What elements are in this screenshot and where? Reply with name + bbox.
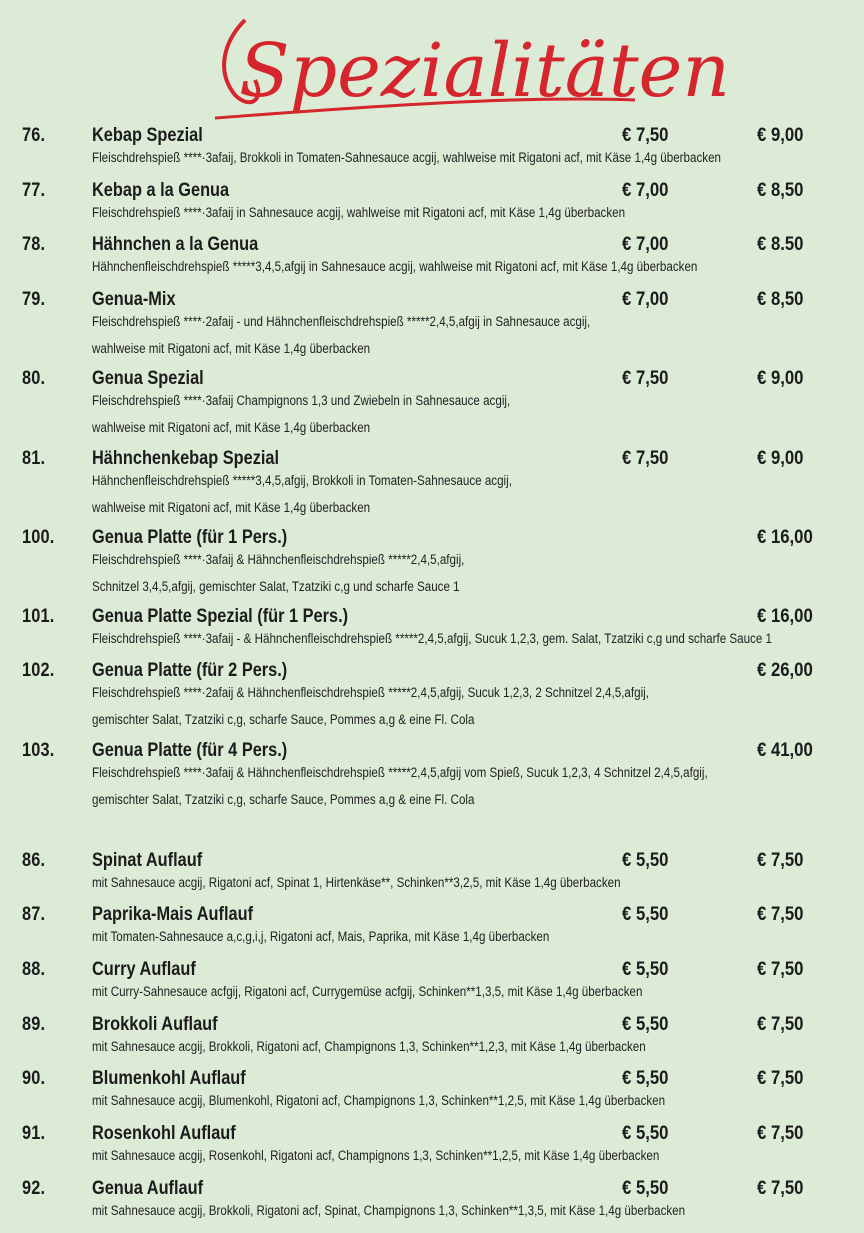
item-name: Spinat Auflauf xyxy=(92,850,203,871)
item-price-large: € 7,50 xyxy=(757,1014,804,1035)
item-price-large: € 7,50 xyxy=(757,1068,804,1089)
item-description: mit Sahnesauce acgij, Rigatoni acf, Spinat 1, Hirtenkäse**, Schinken**3,2,5, mit Käse 1,4g überbacken xyxy=(92,875,621,890)
item-description: Fleischdrehspieß ****·3afaij Champignons 1,3 und Zwiebeln in Sahnesauce acgij, xyxy=(92,393,511,408)
item-number: 102. xyxy=(22,660,55,681)
item-name: Genua Auflauf xyxy=(92,1178,204,1199)
item-price-large: € 41,00 xyxy=(757,740,813,761)
item-number: 103. xyxy=(22,740,55,761)
item-description: Fleischdrehspieß ****·2afaij - und Hähnchenfleischdrehspieß *****2,4,5,afgij in Sahnesauce acgij, xyxy=(92,314,591,329)
item-price-small: € 7,50 xyxy=(622,368,669,389)
item-number: 88. xyxy=(22,959,46,980)
item-number: 76. xyxy=(22,125,46,146)
item-number: 92. xyxy=(22,1178,46,1199)
item-number: 89. xyxy=(22,1014,46,1035)
item-price-large: € 7,50 xyxy=(757,959,804,980)
item-description: mit Sahnesauce acgij, Blumenkohl, Rigatoni acf, Champignons 1,3, Schinken**1,2,5, mit Käse 1,4g überbacken xyxy=(92,1093,666,1108)
item-price-small: € 5,50 xyxy=(622,1014,669,1035)
title-text: Spezialitäten xyxy=(239,28,731,114)
item-price-large: € 7,50 xyxy=(757,850,804,871)
item-description: Fleischdrehspieß ****·3afaij - & Hähnchenfleischdrehspieß *****2,4,5,afgij, Sucuk 1,2,3, gem. Salat, Tzatziki c,g und scharfe Sauce 1 xyxy=(92,631,772,646)
item-description: wahlweise mit Rigatoni acf, mit Käse 1,4g überbacken xyxy=(92,420,371,435)
item-number: 81. xyxy=(22,448,46,469)
item-name: Genua-Mix xyxy=(92,289,176,310)
item-price-large: € 9,00 xyxy=(757,125,804,146)
item-price-large: € 8,50 xyxy=(757,180,804,201)
item-price-large: € 26,00 xyxy=(757,660,813,681)
item-description: mit Sahnesauce acgij, Brokkoli, Rigatoni acf, Spinat, Champignons 1,3, Schinken**1,3,5, mit Käse 1,4g überbacken xyxy=(92,1203,686,1218)
item-description: mit Sahnesauce acgij, Rosenkohl, Rigatoni acf, Champignons 1,3, Schinken**1,2,5, mit Käse 1,4g überbacken xyxy=(92,1148,660,1163)
item-price-large: € 8,50 xyxy=(757,289,804,310)
item-price-large: € 8.50 xyxy=(757,234,804,255)
item-price-small: € 5,50 xyxy=(622,850,669,871)
item-name: Paprika-Mais Auflauf xyxy=(92,904,254,925)
item-price-large: € 7,50 xyxy=(757,1123,804,1144)
item-number: 100. xyxy=(22,527,55,548)
item-price-small: € 5,50 xyxy=(622,1123,669,1144)
item-name: Kebap Spezial xyxy=(92,125,203,146)
item-name: Hähnchenkebap Spezial xyxy=(92,448,280,469)
item-price-small: € 5,50 xyxy=(622,1068,669,1089)
item-description: gemischter Salat, Tzatziki c,g, scharfe Sauce, Pommes a,g & eine Fl. Cola xyxy=(92,712,475,727)
item-number: 91. xyxy=(22,1123,46,1144)
item-name: Curry Auflauf xyxy=(92,959,196,980)
item-price-large: € 9,00 xyxy=(757,448,804,469)
item-description: Fleischdrehspieß ****·3afaij & Hähnchenfleischdrehspieß *****2,4,5,afgij vom Spieß, Sucuk 1,2,3, 4 Schnitzel 2,4,5,afgij, xyxy=(92,765,708,780)
item-name: Hähnchen a la Genua xyxy=(92,234,259,255)
item-price-small: € 5,50 xyxy=(622,904,669,925)
item-number: 101. xyxy=(22,606,55,627)
item-name: Genua Platte (für 1 Pers.) xyxy=(92,527,288,548)
item-price-small: € 7,00 xyxy=(622,289,669,310)
item-price-small: € 7,50 xyxy=(622,125,669,146)
item-name: Genua Platte (für 4 Pers.) xyxy=(92,740,288,761)
item-price-small: € 7,50 xyxy=(622,448,669,469)
item-price-large: € 16,00 xyxy=(757,527,813,548)
item-description: Fleischdrehspieß ****·2afaij & Hähnchenfleischdrehspieß *****2,4,5,afgij, Sucuk 1,2,3, 2 Schnitzel 2,4,5,afgij, xyxy=(92,685,649,700)
item-price-small: € 7,00 xyxy=(622,180,669,201)
item-description: mit Tomaten-Sahnesauce a,c,g,i,j, Rigatoni acf, Mais, Paprika, mit Käse 1,4g überbacken xyxy=(92,929,550,944)
item-price-large: € 7,50 xyxy=(757,904,804,925)
item-description: mit Sahnesauce acgij, Brokkoli, Rigatoni acf, Champignons 1,3, Schinken**1,2,3, mit Käse 1,4g überbacken xyxy=(92,1039,646,1054)
item-description: mit Curry-Sahnesauce acfgij, Rigatoni acf, Currygemüse acfgij, Schinken**1,3,5, mit Käse 1,4g überbacken xyxy=(92,984,643,999)
item-description: wahlweise mit Rigatoni acf, mit Käse 1,4g überbacken xyxy=(92,500,371,515)
item-number: 80. xyxy=(22,368,46,389)
item-price-small: € 5,50 xyxy=(622,1178,669,1199)
menu-title-lettering xyxy=(205,0,731,130)
item-price-large: € 9,00 xyxy=(757,368,804,389)
item-description: Hähnchenfleischdrehspieß *****3,4,5,afgij, Brokkoli in Tomaten-Sahnesauce acgij, xyxy=(92,473,512,488)
item-name: Rosenkohl Auflauf xyxy=(92,1123,236,1144)
item-number: 79. xyxy=(22,289,46,310)
item-name: Genua Platte (für 2 Pers.) xyxy=(92,660,288,681)
item-name: Kebap a la Genua xyxy=(92,180,230,201)
item-description: Fleischdrehspieß ****·3afaij in Sahnesauce acgij, wahlweise mit Rigatoni acf, mit Käse 1,4g überbacken xyxy=(92,205,626,220)
item-price-small: € 5,50 xyxy=(622,959,669,980)
item-number: 77. xyxy=(22,180,46,201)
item-number: 78. xyxy=(22,234,46,255)
item-name: Genua Platte Spezial (für 1 Pers.) xyxy=(92,606,349,627)
item-description: Fleischdrehspieß ****·3afaij, Brokkoli in Tomaten-Sahnesauce acgij, wahlweise mit Rigatoni acf, mit Käse 1,4g überbacken xyxy=(92,150,721,165)
item-name: Genua Spezial xyxy=(92,368,204,389)
item-description: Hähnchenfleischdrehspieß *****3,4,5,afgij in Sahnesauce acgij, wahlweise mit Rigatoni acf, mit Käse 1,4g überbacken xyxy=(92,259,698,274)
item-description: Fleischdrehspieß ****·3afaij & Hähnchenfleischdrehspieß *****2,4,5,afgij, xyxy=(92,552,465,567)
item-name: Brokkoli Auflauf xyxy=(92,1014,218,1035)
item-description: gemischter Salat, Tzatziki c,g, scharfe Sauce, Pommes a,g & eine Fl. Cola xyxy=(92,792,475,807)
item-price-large: € 7,50 xyxy=(757,1178,804,1199)
item-description: wahlweise mit Rigatoni acf, mit Käse 1,4g überbacken xyxy=(92,341,371,356)
menu-title xyxy=(205,0,731,130)
item-price-large: € 16,00 xyxy=(757,606,813,627)
item-number: 90. xyxy=(22,1068,46,1089)
item-description: Schnitzel 3,4,5,afgij, gemischter Salat, Tzatziki c,g und scharfe Sauce 1 xyxy=(92,579,460,594)
item-number: 87. xyxy=(22,904,46,925)
item-price-small: € 7,00 xyxy=(622,234,669,255)
item-name: Blumenkohl Auflauf xyxy=(92,1068,246,1089)
item-number: 86. xyxy=(22,850,46,871)
